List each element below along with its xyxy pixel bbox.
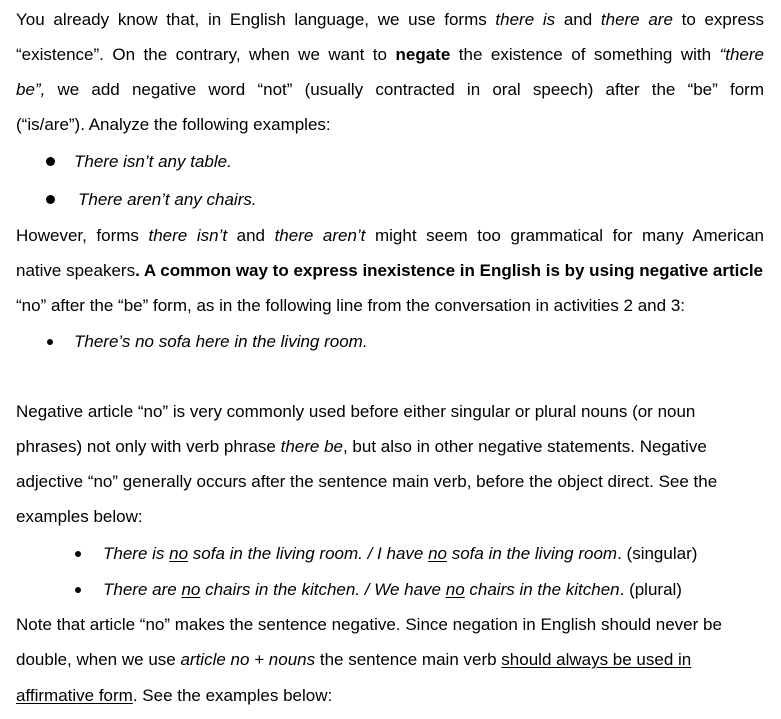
bullet-icon xyxy=(75,551,81,557)
example-list-item: There is no sofa in the living room. / I have no sofa in the living room. (singular) xyxy=(103,544,698,563)
para2-line3: “no” after the “be” form, as in the following line from the conversation in activities 2 and 3: xyxy=(16,296,685,315)
para3-line4: examples below: xyxy=(16,507,143,526)
para1-line1: You already know that, in English language, we use forms there is and there are to express xyxy=(16,10,764,29)
para1-line2: “existence”. On the contrary, when we want to negate the existence of something with “there xyxy=(16,45,764,64)
para4-line3: affirmative form. See the examples below: xyxy=(16,686,333,705)
example-list-item: There’s no sofa here in the living room. xyxy=(74,332,368,351)
bullet-icon xyxy=(46,195,55,204)
bullet-icon xyxy=(47,339,53,345)
bullet-icon xyxy=(75,587,81,593)
example-list-item: There are no chairs in the kitchen. / We have no chairs in the kitchen. (plural) xyxy=(103,580,682,599)
para1-line3: be”, we add negative word “not” (usually contracted in oral speech) after the “be” form xyxy=(16,80,764,99)
para3-line2: phrases) not only with verb phrase there be, but also in other negative statements. Negative xyxy=(16,437,707,456)
para4-line1: Note that article “no” makes the sentence negative. Since negation in English should never be xyxy=(16,615,722,634)
para1-line4: (“is/are”). Analyze the following examples: xyxy=(16,115,331,134)
para4-line2: double, when we use article no + nouns the sentence main verb should always be used in xyxy=(16,650,692,669)
para3-line3: adjective “no” generally occurs after the sentence main verb, before the object direct. See the xyxy=(16,472,718,491)
para3-line1: Negative article “no” is very commonly used before either singular or plural nouns (or noun xyxy=(16,402,696,421)
bullet-icon xyxy=(46,157,55,166)
example-list-item: There isn’t any table. xyxy=(74,152,232,171)
para2-line1: However, forms there isn’t and there aren’t might seem too grammatical for many American xyxy=(16,226,765,245)
example-list-item: There aren’t any chairs. xyxy=(78,190,257,209)
para2-line2: native speakers. A common way to express inexistence in English is by using negative article xyxy=(16,261,764,280)
